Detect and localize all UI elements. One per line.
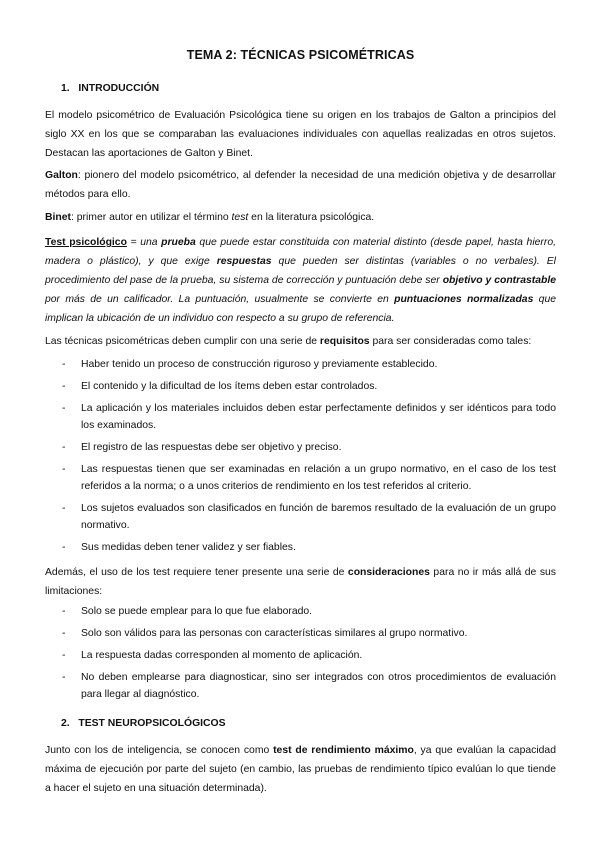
test-def-part-1: = una [126, 237, 162, 248]
list-item: - Las respuestas tienen que ser examinadas en relación a un grupo normativo, en el caso de los test referidos a la norma; o a unos criterios de rendimiento en los test referidos al criterio. [45, 461, 556, 495]
test-definition-paragraph [45, 233, 556, 328]
list-item: - La respuesta dadas corresponden al momento de aplicación. [45, 647, 556, 664]
binet-term: Binet [45, 212, 71, 223]
galton-text: : pionero del modelo psicométrico, al defender la necesidad de una medición objetiva y de desarrollar métodos para ello. [45, 170, 556, 200]
test-def-part-5: que implican la ubicación de un individuo con respecto a su grupo de referencia. [45, 294, 556, 324]
list-item: - Solo se puede emplear para lo que fue elaborado. [45, 603, 556, 620]
list-item: - No deben emplearse para diagnosticar, sino ser integrados con otros procedimientos de evaluación para llegar al diagnóstico. [45, 669, 556, 703]
test-def-part-3: que pueden ser distintas (variables o no verbales). El procedimiento del pase de la prueba, su sistema de corrección y puntuación debe ser [45, 256, 556, 286]
list-item: - Solo son válidos para las personas con características similares al grupo normativo. [45, 625, 556, 642]
consideraciones-term: consideraciones [347, 567, 430, 578]
neuro-text-2: , ya que evalúan la capacidad máxima de ejecución por parte del sujeto (en cambio, las pruebas de rendimiento típico evalúan lo que tiende a hacer el sujeto en una situación determinada). [45, 745, 556, 794]
test-def-respuestas: respuestas [216, 256, 272, 267]
galton-term: Galton [45, 170, 78, 181]
requisitos-term: requisitos [319, 336, 370, 347]
consideraciones-lead-text-2: para no ir más allá de sus limitaciones: [45, 567, 556, 597]
list-item: - El contenido y la dificultad de los ítems deben estar controlados. [45, 378, 556, 395]
test-def-objetivo: objetivo y contrastable [442, 275, 556, 286]
page-title: TEMA 2: TÉCNICAS PSICOMÉTRICAS [186, 48, 415, 62]
binet-italic-term: test [231, 212, 249, 223]
intro-paragraph: El modelo psicométrico de Evaluación Psicológica tiene su origen en los trabajos de Galton a principios del siglo XX en los que se comparaban las evaluaciones individuales con aquellas realizadas en otros sujetos. Destacan las aportaciones de Galton y Binet. [45, 110, 556, 159]
test-def-part-2: que puede estar constituida con material distinto (desde papel, hasta hierro, madera o plástico), y que exige [45, 237, 557, 267]
consideraciones-lead-text-1: Además, el uso de los test requiere tener presente una serie de [45, 567, 348, 578]
section-number: 1. [61, 83, 70, 94]
section-heading-test-neuropsicologicos [61, 718, 226, 729]
list-item: - Haber tenido un proceso de construcción riguroso y previamente establecido. [45, 356, 556, 373]
section-heading-introduccion [61, 83, 159, 94]
test-def-puntuaciones: puntuaciones normalizadas [394, 294, 534, 305]
requisitos-lead [45, 332, 556, 351]
binet-text-2: en la literatura psicológica. [248, 212, 375, 223]
requisitos-lead-text-1: Las técnicas psicométricas deben cumplir con una serie de [45, 336, 320, 347]
test-psicologico-term: Test psicológico [45, 237, 127, 248]
list-item: - El registro de las respuestas debe ser objetivo y preciso. [45, 439, 556, 456]
list-item: - La aplicación y los materiales incluidos deben estar perfectamente definidos y ser idénticos para todo los examinados. [45, 400, 556, 434]
requisitos-list [45, 356, 556, 561]
neuro-text-1: Junto con los de inteligencia, se conocen como [45, 745, 274, 756]
section-title: INTRODUCCIÓN [78, 83, 160, 94]
section-number: 2. [61, 718, 70, 729]
consideraciones-list [45, 603, 556, 708]
rendimiento-maximo-term: test de rendimiento máximo [273, 745, 414, 756]
binet-text-1: : primer autor en utilizar el término [70, 212, 232, 223]
test-def-prueba: prueba [161, 237, 196, 248]
test-def-part-4: por más de un calificador. La puntuación, usualmente se convierte en [45, 294, 395, 305]
requisitos-lead-text-2: para ser consideradas como tales: [369, 336, 532, 347]
galton-paragraph [45, 166, 556, 204]
binet-paragraph [45, 208, 556, 227]
section-title: TEST NEUROPSICOLÓGICOS [78, 718, 226, 729]
list-item: - Sus medidas deben tener validez y ser fiables. [45, 539, 556, 556]
consideraciones-lead [45, 563, 556, 601]
neuropsicologicos-paragraph [45, 741, 556, 798]
list-item: - Los sujetos evaluados son clasificados en función de baremos resultado de la evaluación de un grupo normativo. [45, 500, 556, 534]
